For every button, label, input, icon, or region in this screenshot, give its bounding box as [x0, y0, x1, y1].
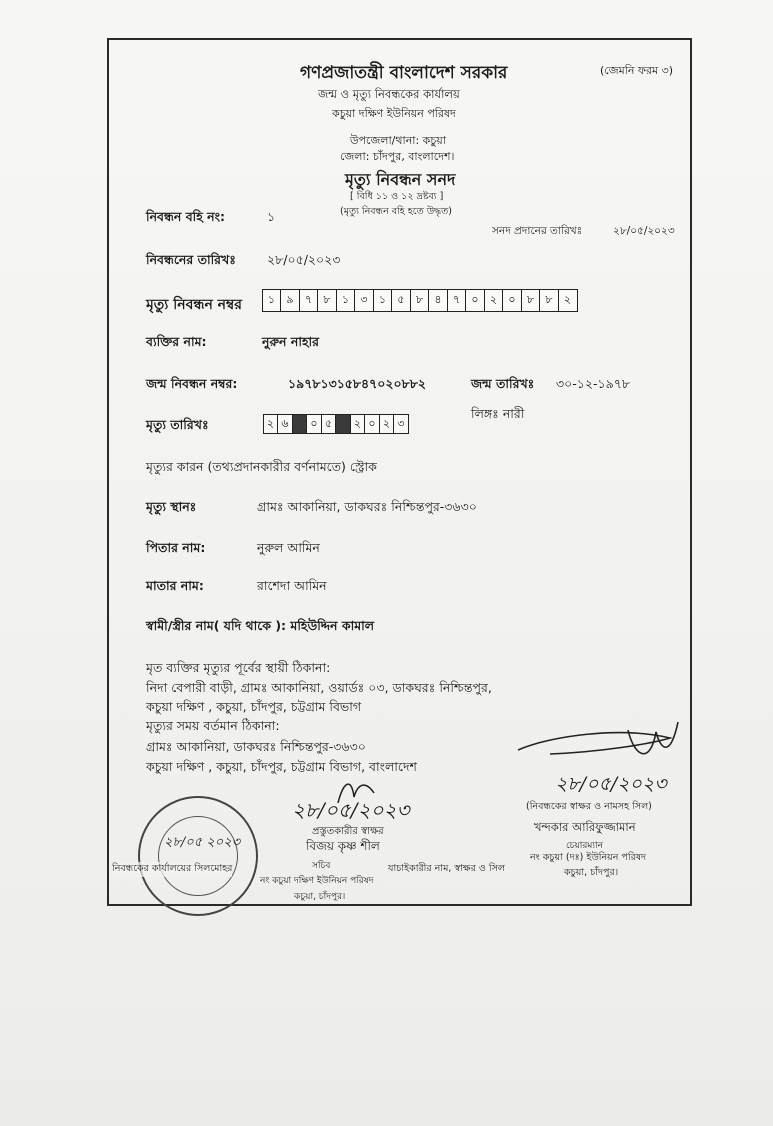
father-name-label: পিতার নাম:: [146, 540, 206, 555]
digit-box: ৬: [277, 414, 293, 434]
digit-box: ২: [379, 414, 395, 434]
seal-inner-ring: [158, 816, 241, 896]
office-title: জন্ম ও মৃত্যু নিবন্ধকের কার্যালয়: [318, 87, 460, 101]
digit-box: ৩: [393, 414, 409, 434]
digit-box: ৫: [321, 414, 337, 434]
person-name-value: নুরুন নাহার: [262, 334, 320, 349]
digit-box: ১: [262, 289, 282, 312]
issue-date-value: ২৮/০৫/২০২৩: [613, 225, 675, 237]
digit-box: ০: [306, 414, 322, 434]
secretary-place: কচুয়া, চাঁদপুর।: [294, 892, 346, 902]
digit-box: ১: [373, 289, 393, 312]
birth-date-label: জন্ম তারিখঃ: [471, 376, 535, 391]
digit-box: ২: [350, 414, 366, 434]
death-place-value: গ্রামঃ আকানিয়া, ডাকঘরঃ নিশ্চিন্তপুর-৩৬৩০: [257, 499, 477, 514]
rule-reference: [ বিধি ১১ ও ১২ দ্রষ্টব্য ]: [350, 191, 444, 202]
digit-box: ৫: [391, 289, 411, 312]
registrar-place: কচুয়া, চাঁদপুর।: [564, 867, 619, 878]
birth-registration-label: জন্ম নিবন্ধন নম্বর:: [146, 376, 238, 391]
mother-name-value: রাশেদা আমিন: [257, 578, 327, 593]
digit-box: ৭: [299, 289, 319, 312]
current-address-line1: গ্রামঃ আকানিয়া, ডাকঘরঃ নিশ্চিন্তপুর-৩৬৩০: [146, 739, 366, 754]
digit-box: ৮: [410, 289, 430, 312]
digit-box: ১: [336, 289, 356, 312]
gender-field: লিঙ্গঃ নারী: [471, 406, 525, 421]
form-number: (জেমনি ফরম ৩): [600, 64, 674, 77]
digit-box: ৮: [521, 289, 541, 312]
digit-box: ২: [558, 289, 578, 312]
digit-box: ৪: [428, 289, 448, 312]
seal-label: নিবন্ধকের কার্যালয়ের সিলমোহর: [112, 862, 232, 877]
seal-date-handwritten: ২৮/০৫ ২০২৩: [164, 835, 241, 850]
digit-box: ২: [484, 289, 504, 312]
preparer-date-handwritten: ২৮/০৫/২০২৩: [292, 798, 410, 822]
book-number-label: নিবন্ধন বহি নং:: [146, 209, 225, 224]
preparer-name: বিজয় কৃষ্ণ শীল: [306, 839, 380, 853]
digit-box: ৩: [354, 289, 374, 312]
digit-box: ৭: [447, 289, 467, 312]
current-address-label: মৃত্যুর সময় বর্তমান ঠিকানা:: [146, 718, 280, 733]
digit-box: ৮: [317, 289, 337, 312]
death-place-label: মৃত্যু স্থানঃ: [146, 499, 197, 514]
registrar-signature-label: (নিবন্ধকের স্বাক্ষর ও নামসহ সিল): [526, 801, 652, 812]
mother-name-label: মাতার নাম:: [146, 578, 204, 593]
registrar-date-handwritten: ২৮/০৫/২০২৩: [555, 773, 667, 795]
registrar-title: চেয়ারম্যান: [566, 841, 603, 851]
issue-date-label: সনদ প্রদানের তারিখঃ: [492, 225, 583, 237]
digit-box: ৯: [280, 289, 300, 312]
digit-box: ০: [364, 414, 380, 434]
district-line: জেলা: চাঁদপুর, বাংলাদেশ।: [340, 150, 455, 163]
preparer-signature-label: প্রস্তুতকারীর স্বাক্ষর: [312, 826, 384, 837]
digit-box: ৮: [539, 289, 559, 312]
digit-box: ২: [263, 414, 279, 434]
certificate-title: মৃত্যু নিবন্ধন সনদ: [345, 170, 456, 189]
current-address-line2: কচুয়া দক্ষিণ , কচুয়া, চাঁদপুর, চট্টগ্রাম বিভাগ, বাংলাদেশ: [146, 759, 417, 774]
registrar-signature: [510, 708, 685, 778]
death-date-boxes: [264, 414, 409, 434]
permanent-address-line1: নিদা বেপারী বাড়ী, গ্রামঃ আকানিয়া, ওয়ার্ডঃ ০৩, ডাকঘরঃ নিশ্চিন্তপুর,: [146, 680, 492, 695]
death-registration-label: মৃত্যু নিবন্ধন নম্বর: [146, 297, 242, 313]
permanent-address-label: মৃত ব্যক্তির মৃত্যুর পূর্বের স্থায়ী ঠিকানা:: [146, 660, 331, 675]
father-name-value: নুরুল আমিন: [257, 540, 320, 555]
birth-date-value: ৩০-১২-১৯৭৮: [556, 376, 630, 391]
registrar-union: নং কচুয়া (দঃ) ইউনিয়ন পরিষদ: [530, 852, 647, 863]
permanent-address-line2: কচুয়া দক্ষিণ , কচুয়া, চাঁদপুর, চট্টগ্রাম বিভাগ: [146, 699, 362, 714]
book-number-value: ১: [267, 209, 276, 224]
upazila-line: উপজেলা/থানা: কচুয়া: [350, 134, 446, 147]
death-cause-field: মৃত্যুর কারন (তথ্যপ্রদানকারীর বর্ণনামতে) স্ট্রোক: [146, 459, 377, 474]
death-registration-boxes: [263, 289, 578, 312]
birth-registration-value: ১৯৭৮১৩১৫৮৪৭০২০৮৮২: [288, 376, 427, 391]
secretary-title: সচিব: [312, 861, 331, 871]
verifier-label: যাচাইকারীর নাম, স্বাক্ষর ও সিল: [388, 863, 505, 874]
union-title: কচুয়া দক্ষিণ ইউনিয়ন পরিষদ: [332, 107, 456, 120]
spouse-name-field: স্বামী/স্ত্রীর নাম( যদি থাকে ): মহিউদ্দিন কামাল: [146, 618, 375, 633]
person-name-label: ব্যক্তির নাম:: [146, 334, 207, 349]
death-date-label: মৃত্যু তারিখঃ: [146, 417, 209, 432]
registration-date-label: নিবন্ধনের তারিখঃ: [146, 252, 236, 267]
digit-box: ০: [465, 289, 485, 312]
government-title: গণপ্রজাতন্ত্রী বাংলাদেশ সরকার: [300, 63, 508, 83]
registration-date-value: ২৮/০৫/২০২৩: [267, 252, 341, 267]
office-seal: [138, 796, 258, 916]
registrar-name: খন্দকার আরিফুজ্জামান: [534, 820, 636, 834]
secretary-union: নং কচুয়া দক্ষিণ ইউনিয়ন পরিষদ: [260, 876, 374, 886]
source-note: (মৃত্যু নিবন্ধন বহি হতে উদ্ধৃত): [340, 206, 452, 217]
digit-box: ০: [502, 289, 522, 312]
